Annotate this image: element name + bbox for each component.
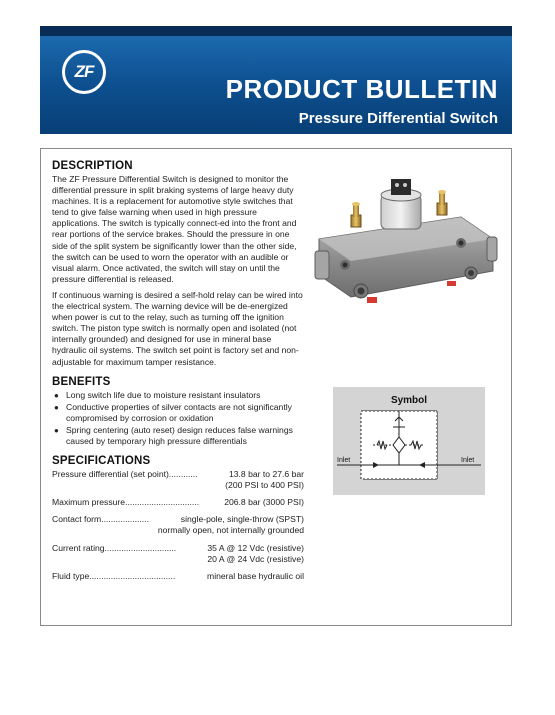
page-title: PRODUCT BULLETIN — [225, 74, 498, 104]
spec-row-maximum-pressure: Maximum pressure ............................... 206.8 bar (3000 PSI) — [52, 497, 304, 508]
spec-row-fluid-type: Fluid type .................................... mineral base hydraulic oil — [52, 570, 304, 581]
left-column — [52, 160, 304, 588]
description-paragraph-2: If continuous warning is desired a self-hold relay can be wired into the electrical system. The warning device will be de-energized when power is cut to the relay, such as turning off the ignition switch. The piston type switch is normally open and isolated (not internally grounded) and designed for use in mineral base hydraulic oil systems. The switch set point is factory set and non-adjustable for maximum tamper resistance. — [52, 289, 303, 367]
description-heading: DESCRIPTION — [52, 160, 133, 172]
banner-top-strip — [40, 26, 512, 36]
content-box — [40, 148, 512, 626]
benefits-heading: BENEFITS — [52, 375, 111, 388]
page-subtitle: Pressure Differential Switch — [298, 110, 498, 127]
spec-row-contact-form: Contact form .................... single-pole, single-throw (SPST) normally open, not internally grounded — [52, 514, 304, 536]
zf-logo — [62, 50, 106, 94]
symbol-inlet-left: Inlet — [337, 457, 351, 464]
benefits-section — [52, 376, 304, 447]
specifications-section — [52, 455, 304, 582]
symbol-panel — [333, 387, 485, 495]
spec-row-pressure-differential: Pressure differential (set point) ............ 13.8 bar to 27.6 bar (200 PSI to 400 PSI) — [52, 469, 304, 491]
benefits-list — [52, 390, 304, 447]
specifications-heading: SPECIFICATIONS — [52, 455, 151, 468]
benefit-item: ● Long switch life due to moisture resistant insulators — [54, 389, 261, 400]
symbol-inlet-right: Inlet — [461, 457, 475, 464]
bullet-icon: ● — [54, 425, 59, 435]
description-paragraph-1: The ZF Pressure Differential Switch is designed to monitor the differential pressure in split braking systems of large heavy duty machines. It is a replacement for automotive style switches that tend to give false warning when used in high pressure applications. The switch is typically connect-ed into the front and rear portions of the service brakes. Should the pressure in one side of the split system be significantly lower than the other side, the switch can be used to worn the operator with an audible or visual alarm. Once activated, the switch will stay on until the pressure differential is released. — [52, 174, 297, 284]
bullet-icon: ● — [54, 390, 59, 400]
benefit-item: ● Conductive properties of silver contacts are not significantly compromised by corrosion or oxidation — [54, 401, 292, 423]
product-photo — [311, 169, 499, 309]
spec-row-current-rating: Current rating .............................. 35 A @ 12 Vdc (resistive) 20 A @ 24 Vdc (resistive) — [52, 542, 304, 564]
switch-schematic-symbol — [333, 407, 485, 493]
bullet-icon: ● — [54, 402, 59, 412]
zf-logo-text: ZF — [74, 62, 94, 81]
header-banner — [40, 26, 512, 134]
symbol-title: Symbol — [390, 395, 428, 406]
benefit-item: ● Spring centering (auto reset) design reduces false warnings caused by temporary high pressure differentials — [54, 424, 293, 446]
